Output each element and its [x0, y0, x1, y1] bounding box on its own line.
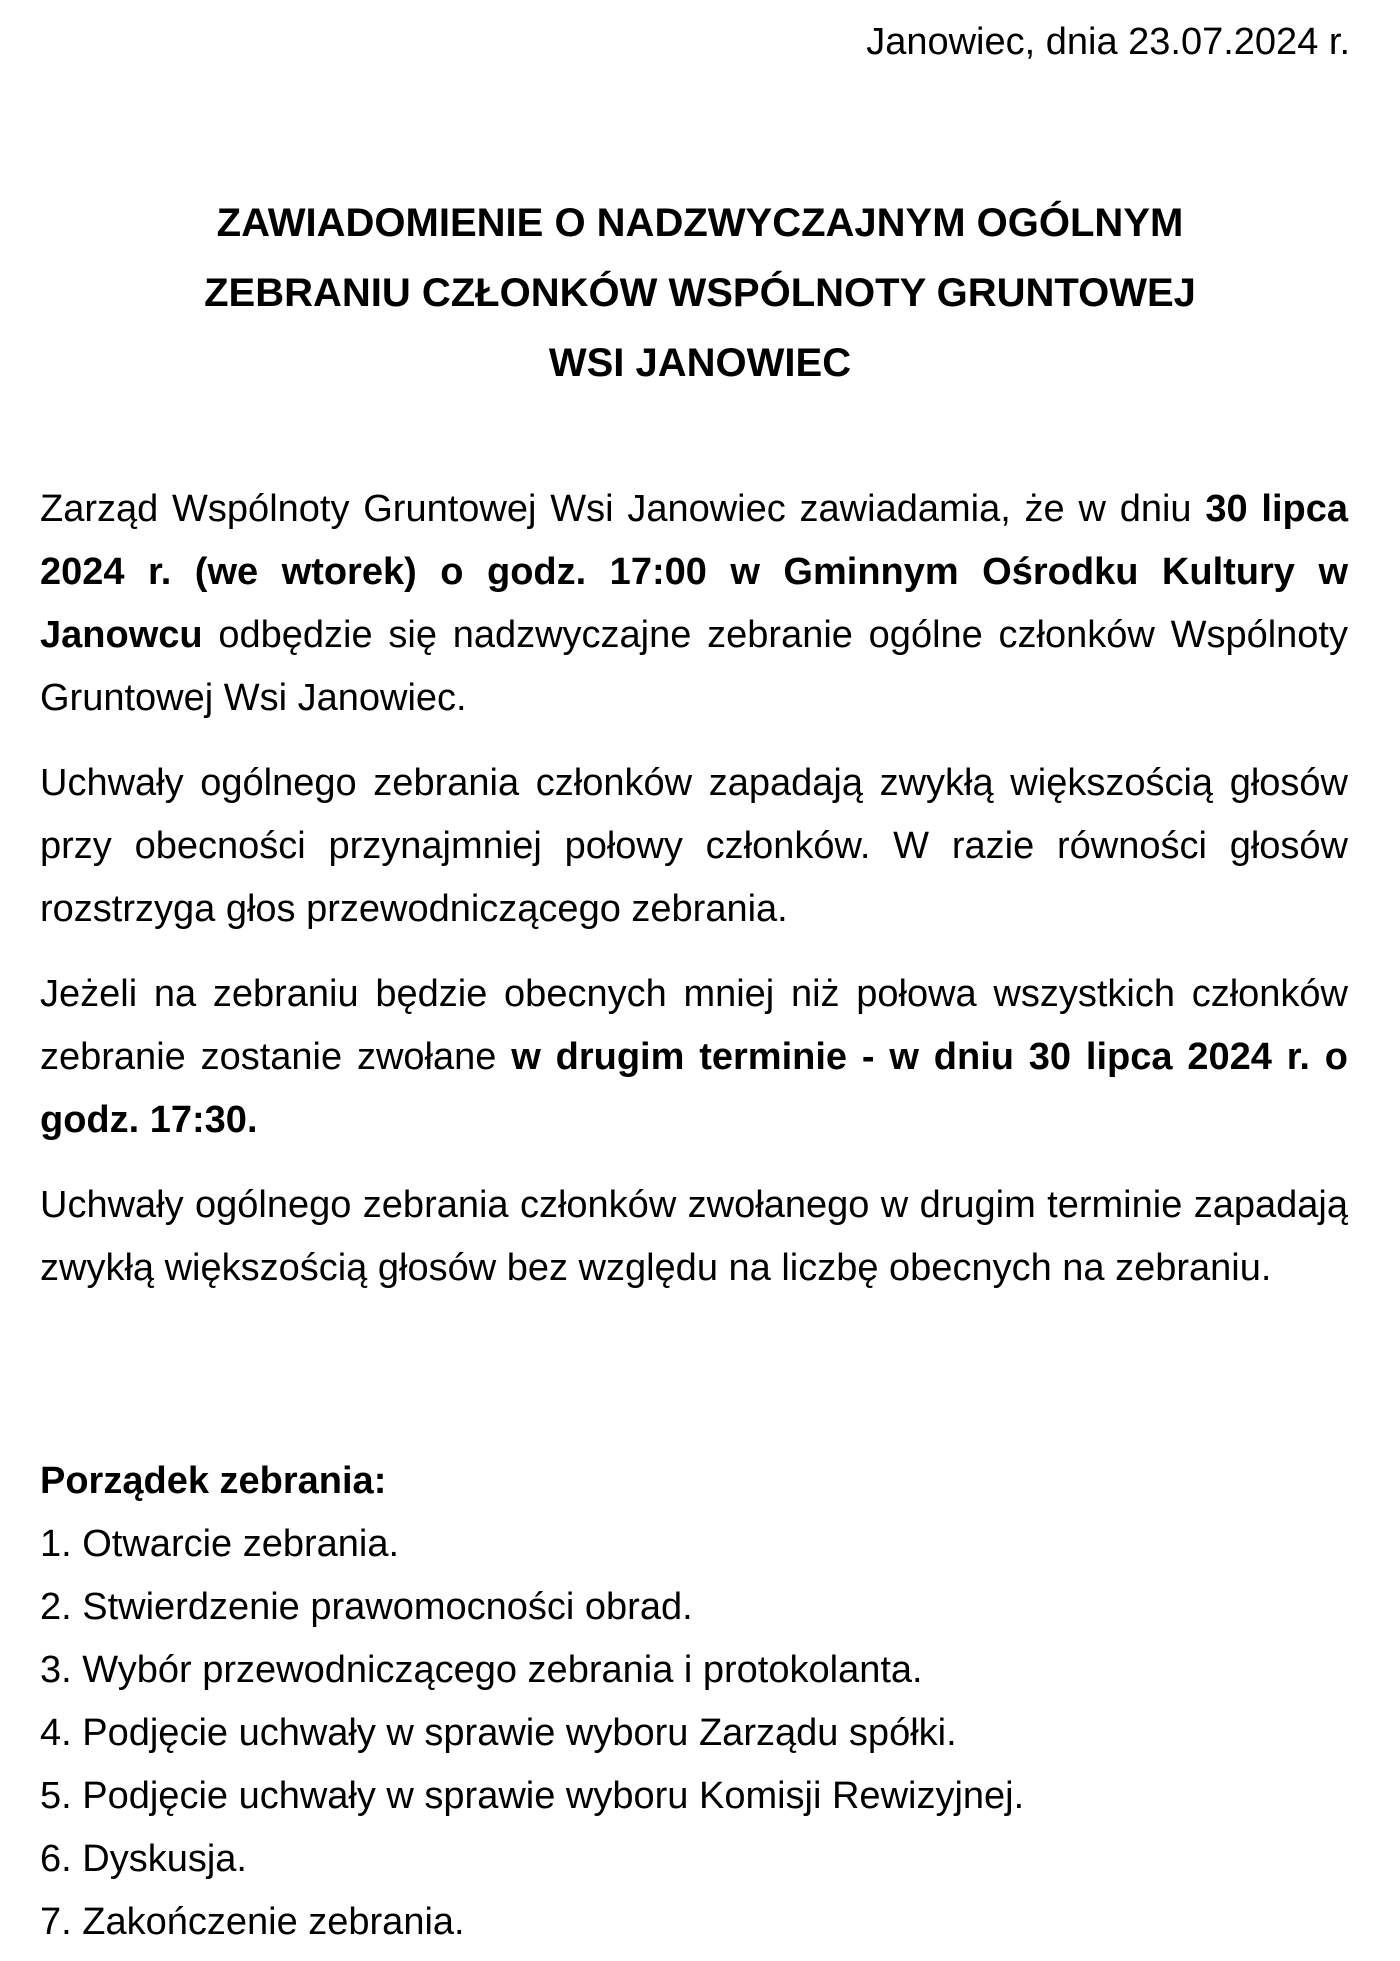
document-body — [40, 478, 1348, 1322]
agenda-item: 5. Podjęcie uchwały w sprawie wyboru Komisji Rewizyjnej. — [40, 1775, 1025, 1817]
title-line-1: ZAWIADOMIENIE O NADZWYCZAJNYM OGÓLNYM — [216, 201, 1184, 245]
agenda-item: 4. Podjęcie uchwały w sprawie wyboru Zarządu spółki. — [40, 1712, 957, 1754]
paragraph-1-rest: odbędzie się nadzwyczajne zebranie ogólne członków Wspólnoty Gruntowej Wsi Janowiec. — [40, 614, 1348, 719]
agenda-item: 2. Stwierdzenie prawomocności obrad. — [40, 1586, 693, 1628]
document-date: Janowiec, dnia 23.07.2024 r. — [866, 21, 1350, 63]
second-term-date: w drugim terminie - w dniu 30 lipca 2024 r. o godz. 17:30. — [40, 1036, 1348, 1141]
paragraph-second-term-voting: Uchwały ogólnego zebrania członków zwołanego w drugim terminie zapadają zwykłą większością głosów bez względu na liczbę obecnych na zebraniu. — [40, 1184, 1348, 1289]
agenda-title: Porządek zebrania: — [40, 1460, 387, 1502]
paragraph-voting-rules: Uchwały ogólnego zebrania członków zapadają zwykłą większością głosów przy obecności przynajmniej połowy członków. W razie równości głosów rozstrzyga głos przewodniczącego zebrania. — [40, 762, 1348, 930]
paragraph-3-intro: Jeżeli na zebraniu będzie obecnych mniej niż połowa wszystkich członków zebranie zostanie zwołane — [40, 973, 1348, 1078]
agenda-list — [40, 1513, 1340, 1954]
paragraph-meeting-announcement — [40, 478, 1348, 730]
agenda-section — [40, 1450, 1340, 1954]
agenda-item: 3. Wybór przewodniczącego zebrania i protokolanta. — [40, 1649, 923, 1691]
paragraph-second-term — [40, 963, 1348, 1152]
document-title — [40, 188, 1360, 398]
agenda-item: 7. Zakończenie zebrania. — [40, 1901, 465, 1943]
meeting-date-location: 30 lipca 2024 r. (we wtorek) o godz. 17:00 w Gminnym Ośrodku Kultury w Janowcu — [40, 488, 1348, 656]
agenda-item: 1. Otwarcie zebrania. — [40, 1523, 400, 1565]
paragraph-1-intro: Zarząd Wspólnoty Gruntowej Wsi Janowiec zawiadamia, że w dniu — [40, 488, 1206, 530]
title-line-2: ZEBRANIU CZŁONKÓW WSPÓLNOTY GRUNTOWEJ — [204, 271, 1196, 315]
title-line-3: WSI JANOWIEC — [548, 341, 852, 385]
agenda-item: 6. Dyskusja. — [40, 1838, 247, 1880]
